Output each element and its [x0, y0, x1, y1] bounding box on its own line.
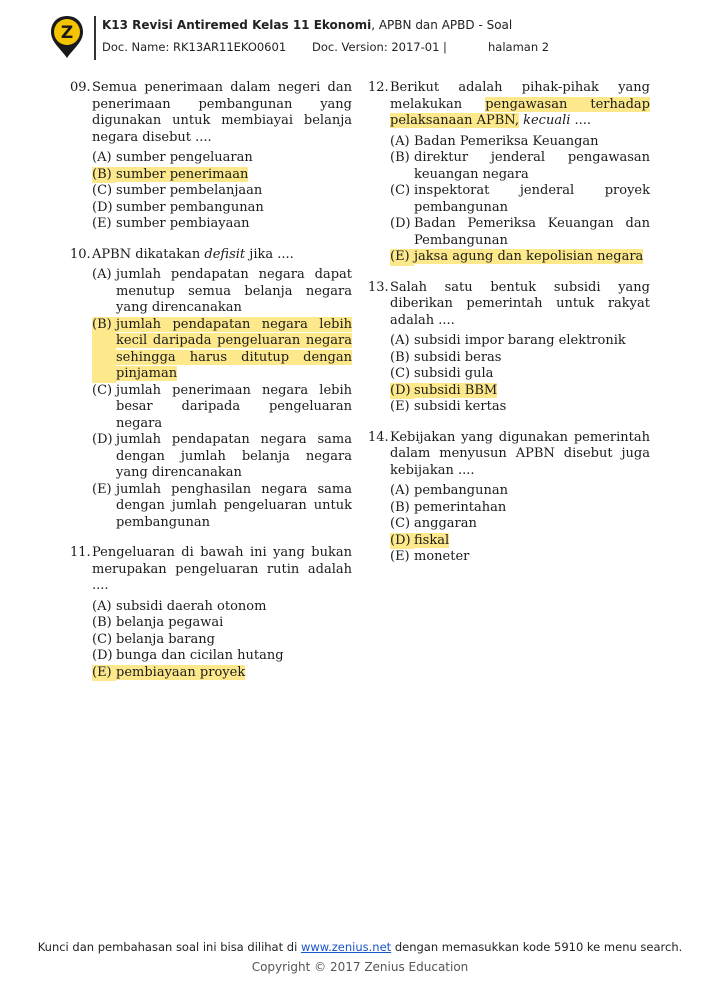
question-09: [70, 80, 352, 233]
question-number: 10.: [70, 246, 91, 262]
option-list: [92, 267, 352, 531]
option-letter: (E): [390, 549, 410, 564]
option-list: [92, 150, 352, 233]
option-text: jumlah penerimaan negara lebih besar daripada pengeluaran negara: [116, 382, 352, 431]
answer-option: [390, 249, 650, 266]
option-letter: (E): [92, 481, 112, 497]
answer-option: [92, 183, 352, 200]
option-text: subsidi BBM: [414, 382, 498, 398]
question-14: [368, 430, 650, 566]
answer-option: [390, 366, 650, 383]
answer-option: [390, 134, 650, 151]
option-letter: (C): [92, 382, 113, 398]
answer-option: [92, 383, 352, 433]
answer-option: [92, 317, 352, 383]
option-letter: (D): [92, 199, 113, 215]
option-list: [390, 483, 650, 566]
option-text: pembiayaan proyek: [116, 664, 246, 680]
answer-option: [390, 333, 650, 350]
option-text: bunga dan cicilan hutang: [116, 648, 284, 663]
option-letter: (E): [390, 399, 410, 414]
answer-option: [92, 267, 352, 317]
question-stem: Semua penerimaan dalam negeri dan penerimaan pembangunan yang digunakan untuk membiayai belanja negara disebut ....: [92, 80, 352, 145]
answer-option: [92, 432, 352, 482]
option-letter: (B): [390, 349, 410, 365]
option-letter: (C): [390, 183, 411, 198]
option-letter: (D): [390, 383, 414, 400]
question-number: 14.: [368, 429, 389, 445]
option-letter: (E): [92, 665, 116, 682]
option-text: Badan Pemeriksa Keuangan: [414, 133, 599, 149]
answer-option: [390, 150, 650, 183]
option-text: subsidi impor barang elektronik: [414, 333, 626, 348]
zenius-logo-icon: [48, 14, 86, 60]
question-stem: Pengeluaran di bawah ini yang bukan merupakan pengeluaran rutin adalah ....: [92, 545, 352, 593]
option-list: [92, 599, 352, 682]
option-text: subsidi beras: [414, 349, 502, 365]
option-text: sumber pembelanjaan: [116, 183, 263, 198]
option-text: pemerintahan: [414, 499, 507, 515]
answer-option: [390, 516, 650, 533]
header-divider: [94, 16, 96, 60]
doc-name: Doc. Name: RK13AR11EKO0601: [102, 40, 287, 54]
right-column: [368, 80, 650, 580]
option-letter: (A): [92, 150, 112, 165]
option-text: jaksa agung dan kepolisian negara: [414, 249, 644, 264]
option-text: sumber penerimaan: [116, 166, 249, 182]
option-text: anggaran: [414, 516, 477, 531]
logo-letter: Z: [60, 23, 74, 43]
question-stem: Berikut adalah pihak-pihak yang melakukan pengawasan terhadap pelaksanaan APBN, kecuali ....: [390, 80, 650, 128]
option-letter: (D): [390, 216, 411, 231]
answer-option: [92, 200, 352, 217]
zenius-link[interactable]: www.zenius.net: [300, 940, 392, 954]
option-text: inspektorat jenderal proyek pembangunan: [414, 183, 650, 215]
answer-option: [390, 533, 650, 550]
option-text: sumber pembangunan: [116, 199, 264, 215]
answer-option: [390, 500, 650, 517]
option-list: [390, 333, 650, 416]
question-11: [70, 545, 352, 681]
answer-option: [92, 482, 352, 532]
answer-option: [390, 350, 650, 367]
question-10: [70, 247, 352, 532]
option-letter: (C): [92, 631, 113, 647]
question-number: 11.: [70, 545, 91, 560]
option-letter: (A): [390, 333, 410, 348]
option-letter: (B): [92, 317, 116, 383]
doc-version: Doc. Version: 2017-01 |: [312, 40, 447, 54]
answer-option: [92, 216, 352, 233]
question-13: [368, 280, 650, 416]
option-letter: (B): [92, 167, 116, 184]
answer-option: [92, 150, 352, 167]
option-letter: (B): [92, 615, 112, 630]
option-letter: (E): [92, 216, 112, 231]
option-letter: (D): [92, 432, 113, 447]
option-letter: (C): [390, 366, 411, 381]
option-text: belanja barang: [116, 631, 215, 647]
option-text: subsidi kertas: [414, 399, 507, 414]
option-text: sumber pembiayaan: [116, 216, 250, 231]
option-text: sumber pengeluaran: [116, 150, 253, 165]
answer-option: [390, 399, 650, 416]
option-letter: (A): [390, 133, 410, 149]
question-number: 09.: [70, 80, 91, 95]
question-stem: Kebijakan yang digunakan pemerintah dalam menyusun APBN disebut juga kebijakan ....: [390, 429, 650, 478]
option-letter: (C): [390, 516, 411, 531]
option-letter: (D): [92, 648, 113, 663]
option-text: pembangunan: [414, 483, 508, 498]
question-stem: APBN dikatakan defisit jika ....: [92, 246, 294, 262]
answer-option: [390, 183, 650, 216]
answer-option: [92, 648, 352, 665]
option-text: Badan Pemeriksa Keuangan dan Pembangunan: [414, 216, 650, 248]
document-title: K13 Revisi Antiremed Kelas 11 Ekonomi, APBN dan APBD - Soal: [102, 18, 513, 32]
option-text: subsidi gula: [414, 366, 494, 381]
option-text: fiskal: [414, 532, 450, 548]
footer-note: Kunci dan pembahasan soal ini bisa dilihat di www.zenius.net dengan memasukkan kode 5910 ke menu search.: [37, 940, 683, 954]
option-letter: (A): [92, 598, 112, 614]
option-text: jumlah pendapatan negara lebih kecil daripada pengeluaran negara sehingga harus ditutup dengan pinjaman: [116, 316, 352, 381]
option-text: jumlah pendapatan negara sama dengan jumlah belanja negara yang direncanakan: [116, 432, 352, 480]
question-number: 12.: [368, 80, 389, 95]
answer-option: [92, 599, 352, 616]
answer-option: [92, 615, 352, 632]
answer-option: [92, 632, 352, 649]
question-number: 13.: [368, 279, 389, 295]
answer-option: [390, 383, 650, 400]
option-text: subsidi daerah otonom: [116, 598, 267, 614]
option-letter: (C): [92, 183, 113, 198]
answer-option: [390, 483, 650, 500]
option-letter: (A): [92, 267, 112, 282]
option-letter: (B): [390, 499, 410, 515]
option-letter: (B): [390, 150, 410, 165]
copyright: Copyright © 2017 Zenius Education: [251, 960, 469, 974]
page-number: halaman 2: [488, 40, 550, 54]
answer-option: [92, 167, 352, 184]
option-text: direktur jenderal pengawasan keuangan negara: [414, 150, 650, 182]
answer-option: [390, 549, 650, 566]
option-letter: (A): [390, 483, 410, 498]
answer-option: [390, 216, 650, 249]
question-12: [368, 80, 650, 266]
option-text: moneter: [414, 549, 470, 564]
option-letter: (D): [390, 533, 414, 550]
option-list: [390, 134, 650, 266]
left-column: [70, 80, 352, 695]
option-text: belanja pegawai: [116, 615, 224, 630]
answer-option: [92, 665, 352, 682]
question-stem: Salah satu bentuk subsidi yang diberikan pemerintah untuk rakyat adalah ....: [390, 279, 650, 328]
option-text: jumlah penghasilan negara sama dengan jumlah pengeluaran untuk pembangunan: [116, 481, 352, 530]
option-letter: (E): [390, 249, 414, 266]
option-text: jumlah pendapatan negara dapat menutup semua belanja negara yang direncanakan: [116, 267, 352, 315]
